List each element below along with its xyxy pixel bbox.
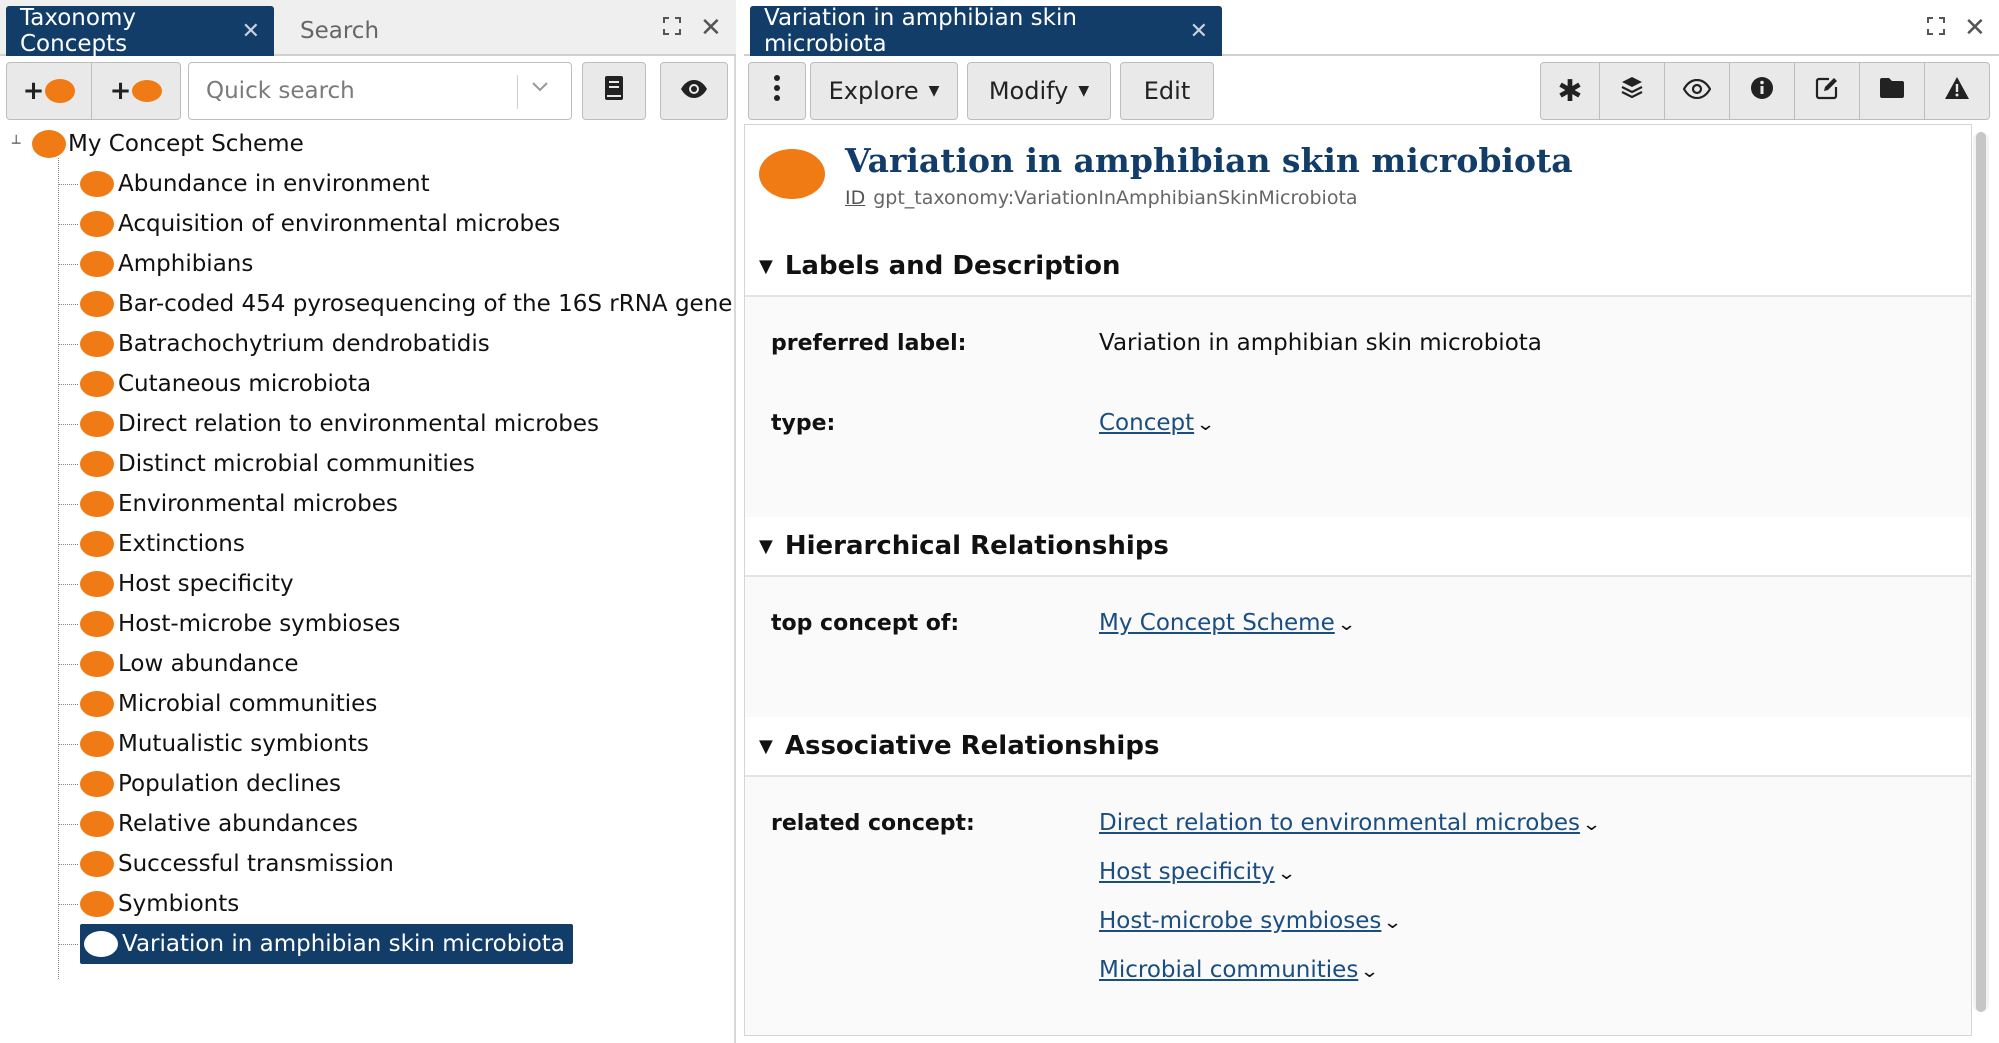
info-button[interactable] <box>1729 62 1795 120</box>
tree-item[interactable] <box>58 644 299 684</box>
concept-icon <box>80 491 114 517</box>
top-concept-value <box>1099 610 1357 636</box>
close-icon[interactable]: ✕ <box>1189 18 1208 44</box>
tree-item[interactable] <box>58 284 732 324</box>
tree-root-label: My Concept Scheme <box>68 131 304 157</box>
related-link[interactable]: Microbial communities <box>1099 957 1359 983</box>
concept-icon <box>80 891 114 917</box>
edit-button[interactable] <box>1120 62 1214 120</box>
id-value: gpt_taxonomy:VariationInAmphibianSkinMicrobiota <box>873 187 1358 209</box>
modify-button[interactable] <box>967 62 1111 120</box>
tree-root[interactable] <box>12 124 304 164</box>
tree-item[interactable] <box>58 564 294 604</box>
tree-item-content <box>80 331 490 357</box>
tree-connector <box>58 704 78 705</box>
concept-icon <box>80 611 114 637</box>
tree-item-label: Symbionts <box>118 891 240 917</box>
folder-icon <box>1879 77 1905 105</box>
concept-icon <box>80 211 114 237</box>
type-value <box>1099 410 1216 436</box>
tree-item-content <box>80 571 294 597</box>
selected-item-highlight <box>80 924 573 964</box>
tree-item-label: Abundance in environment <box>118 171 430 197</box>
tree-item[interactable] <box>58 764 341 804</box>
tree-item-label: Extinctions <box>118 531 245 557</box>
tree-item-label: Variation in amphibian skin microbiota <box>122 931 565 957</box>
vertical-scrollbar[interactable] <box>1973 132 1989 1012</box>
section-associative-header[interactable] <box>745 717 1971 777</box>
collapse-icon[interactable]: ┴ <box>12 136 21 152</box>
caret-down-icon: ▼ <box>759 535 773 557</box>
tree-item[interactable] <box>58 404 599 444</box>
tree-item-content <box>80 771 341 797</box>
resource-toolbar <box>744 60 1999 124</box>
taxonomy-panel <box>0 0 736 1043</box>
tree-connector <box>58 384 78 385</box>
related-concept-value <box>1099 957 1380 983</box>
concept-icon <box>84 931 118 957</box>
tree-item[interactable] <box>58 884 239 924</box>
top-concept-link[interactable]: My Concept Scheme <box>1099 610 1335 636</box>
tree-item-label: Bar-coded 454 pyrosequencing of the 16S rRNA gene <box>118 291 733 317</box>
caret-down-icon: ▼ <box>928 83 940 99</box>
visibility-button[interactable] <box>1664 62 1730 120</box>
resource-id <box>845 187 1358 209</box>
maximize-icon[interactable] <box>662 14 682 42</box>
visibility-button[interactable] <box>660 62 728 120</box>
add-concept-button[interactable]: + <box>6 62 92 120</box>
close-icon[interactable]: ✕ <box>241 18 260 44</box>
tree-item[interactable] <box>58 524 245 564</box>
layers-button[interactable] <box>1599 62 1665 120</box>
eye-icon <box>1683 77 1711 105</box>
tree-connector <box>58 784 78 785</box>
preferred-label-value: Variation in amphibian skin microbiota <box>1099 330 1542 356</box>
tree-item-label: Host-microbe symbioses <box>118 611 401 637</box>
folder-button[interactable] <box>1859 62 1925 120</box>
tree-item-label: Successful transmission <box>118 851 394 877</box>
edit-label: Edit <box>1143 77 1191 105</box>
concept-icon <box>80 251 114 277</box>
tree-connector <box>58 544 78 545</box>
tree-item-content <box>80 291 732 317</box>
tree-item[interactable] <box>58 204 560 244</box>
tree-connector <box>58 864 78 865</box>
left-tab-bar <box>0 0 736 56</box>
add-concept-icon <box>45 79 75 103</box>
tree-item-content <box>80 371 371 397</box>
explore-label: Explore <box>828 77 919 105</box>
concept-icon <box>80 851 114 877</box>
section-labels-header[interactable] <box>745 237 1971 297</box>
concept-icon <box>80 531 114 557</box>
tree-item-label: Acquisition of environmental microbes <box>118 211 561 237</box>
add-scheme-icon <box>132 80 162 102</box>
tree-connector <box>58 504 78 505</box>
modify-label: Modify <box>988 77 1069 105</box>
tree-item-content <box>80 531 245 557</box>
left-toolbar <box>0 60 736 124</box>
tree-item-content <box>80 171 430 197</box>
tree-item-label: Amphibians <box>118 251 254 277</box>
tree-connector <box>58 944 78 945</box>
book-icon <box>603 75 625 107</box>
related-link[interactable]: Host specificity <box>1099 859 1275 885</box>
tab-label: Variation in amphibian skin microbiota <box>764 5 1077 57</box>
tree-item-label: Population declines <box>118 771 342 797</box>
tree-connector <box>58 664 78 665</box>
tree-item[interactable] <box>58 164 430 204</box>
quick-search <box>188 62 572 120</box>
concept-icon <box>80 811 114 837</box>
chevron-down-icon[interactable]: ⌄ <box>1360 961 1380 982</box>
concept-icon <box>80 731 114 757</box>
tab-resource[interactable] <box>750 6 1222 56</box>
top-concept-key: top concept of: <box>771 611 960 636</box>
related-concept-value <box>1099 810 1602 836</box>
tree-connector <box>58 744 78 745</box>
chevron-down-icon[interactable]: ⌄ <box>1336 614 1357 635</box>
layers-icon <box>1621 76 1643 106</box>
caret-down-icon: ▼ <box>759 255 773 277</box>
tree-item[interactable] <box>58 244 253 284</box>
tree-connector <box>58 344 78 345</box>
tree-item-content <box>80 651 299 677</box>
info-icon <box>1750 76 1774 106</box>
section-title: Hierarchical Relationships <box>784 531 1169 561</box>
tree-connector <box>58 424 78 425</box>
type-link[interactable]: Concept <box>1099 410 1195 436</box>
tree-connector <box>58 624 78 625</box>
tree-item[interactable] <box>58 844 394 884</box>
tree-item-content <box>80 451 475 477</box>
type-key: type: <box>771 411 836 436</box>
tree-item-label: Host specificity <box>118 571 294 597</box>
tree-item-content <box>80 411 599 437</box>
close-icon[interactable]: ✕ <box>700 13 722 43</box>
tree-item-content <box>80 851 394 877</box>
chevron-down-icon[interactable]: ⌄ <box>1195 414 1216 435</box>
concept-icon <box>80 571 114 597</box>
tree-item-label: Relative abundances <box>118 811 358 837</box>
resource-title: Variation in amphibian skin microbiota <box>845 141 1573 180</box>
asterisk-button[interactable] <box>1540 62 1600 120</box>
tree-connector <box>58 464 78 465</box>
related-concept-value <box>1099 859 1294 885</box>
section-title: Labels and Description <box>784 251 1121 281</box>
related-link[interactable]: Host-microbe symbioses <box>1099 908 1382 934</box>
section-hierarchical-header[interactable] <box>745 517 1971 577</box>
scheme-icon <box>32 130 66 158</box>
chevron-down-icon[interactable]: ⌄ <box>1581 814 1602 835</box>
search-input[interactable] <box>190 64 510 118</box>
chevron-down-icon[interactable]: ⌄ <box>1383 912 1403 933</box>
warning-button[interactable] <box>1924 62 1990 120</box>
tree-item[interactable] <box>58 444 475 484</box>
scheme-button[interactable] <box>582 62 646 120</box>
warning-icon <box>1944 76 1970 106</box>
resource-header <box>745 125 1971 237</box>
tree-item-content <box>80 811 358 837</box>
right-tab-bar <box>744 0 1999 56</box>
kebab-icon <box>774 75 780 107</box>
tree-item-label: Distinct microbial communities <box>118 451 475 477</box>
add-top-concept-button[interactable]: + <box>91 62 181 120</box>
tab-label: Taxonomy Concepts <box>20 5 136 57</box>
tree-connector <box>58 304 78 305</box>
scrollbar-thumb[interactable] <box>1976 132 1986 1012</box>
concept-icon <box>80 451 114 477</box>
asterisk-icon: ✱ <box>1557 73 1583 109</box>
related-concept-key: related concept: <box>771 811 975 836</box>
edit-icon <box>1815 76 1839 106</box>
more-menu-button[interactable] <box>748 62 806 120</box>
edit-settings-button[interactable] <box>1794 62 1860 120</box>
concept-icon <box>80 691 114 717</box>
maximize-icon[interactable] <box>1926 14 1946 42</box>
tree-item[interactable] <box>58 804 358 844</box>
tree-connector <box>58 264 78 265</box>
chevron-down-icon[interactable]: ⌄ <box>1276 863 1296 884</box>
tree-item-label: Cutaneous microbiota <box>118 371 372 397</box>
tree-connector <box>58 584 78 585</box>
tree-item[interactable] <box>58 364 371 404</box>
related-concept-value <box>1099 908 1403 934</box>
tab-search[interactable] <box>300 6 379 56</box>
tree-connector <box>58 184 78 185</box>
tree-item-label: Mutualistic symbionts <box>118 731 369 757</box>
concept-icon <box>80 371 114 397</box>
tree-item-content <box>80 251 253 277</box>
concept-icon <box>80 771 114 797</box>
tree-item-label: Low abundance <box>118 651 299 677</box>
tree-item-content <box>80 491 398 517</box>
tree-connector <box>58 224 78 225</box>
id-label: ID <box>845 187 866 209</box>
tree-item-content <box>80 691 377 717</box>
concept-icon <box>80 171 114 197</box>
tree-item[interactable] <box>58 724 369 764</box>
tree-item-label: Environmental microbes <box>118 491 398 517</box>
concept-tree <box>0 124 734 1043</box>
resource-content <box>744 124 1972 1036</box>
tree-item-label: Microbial communities <box>118 691 378 717</box>
tree-item-content <box>80 611 400 637</box>
section-title: Associative Relationships <box>784 731 1160 761</box>
caret-down-icon: ▼ <box>1078 83 1090 99</box>
tree-connector <box>58 824 78 825</box>
concept-icon <box>80 331 114 357</box>
tree-item-content <box>80 211 560 237</box>
concept-icon <box>80 651 114 677</box>
chevron-down-icon[interactable] <box>529 75 551 103</box>
tree-item-content <box>80 891 239 917</box>
tab-taxonomy-concepts[interactable] <box>6 6 274 56</box>
preferred-label-key: preferred label: <box>771 331 967 356</box>
explore-button[interactable] <box>810 62 958 120</box>
concept-icon <box>759 149 825 199</box>
caret-down-icon: ▼ <box>759 735 773 757</box>
tree-item-label: Batrachochytrium dendrobatidis <box>118 331 490 357</box>
tree-item[interactable] <box>58 484 398 524</box>
tree-item[interactable] <box>58 684 377 724</box>
concept-icon <box>80 291 114 317</box>
close-icon[interactable]: ✕ <box>1964 13 1986 43</box>
related-link[interactable]: Direct relation to environmental microbes <box>1099 810 1581 836</box>
tree-item[interactable] <box>58 924 573 964</box>
tree-item-label: Direct relation to environmental microbes <box>118 411 600 437</box>
eye-icon <box>680 77 708 105</box>
divider <box>517 75 518 109</box>
tree-item[interactable] <box>58 324 490 364</box>
tree-item-content <box>80 731 369 757</box>
resource-view-panel <box>744 0 1999 1043</box>
tree-item[interactable] <box>58 604 400 644</box>
tab-label: Search <box>300 18 380 44</box>
tree-connector <box>58 904 78 905</box>
concept-icon <box>80 411 114 437</box>
